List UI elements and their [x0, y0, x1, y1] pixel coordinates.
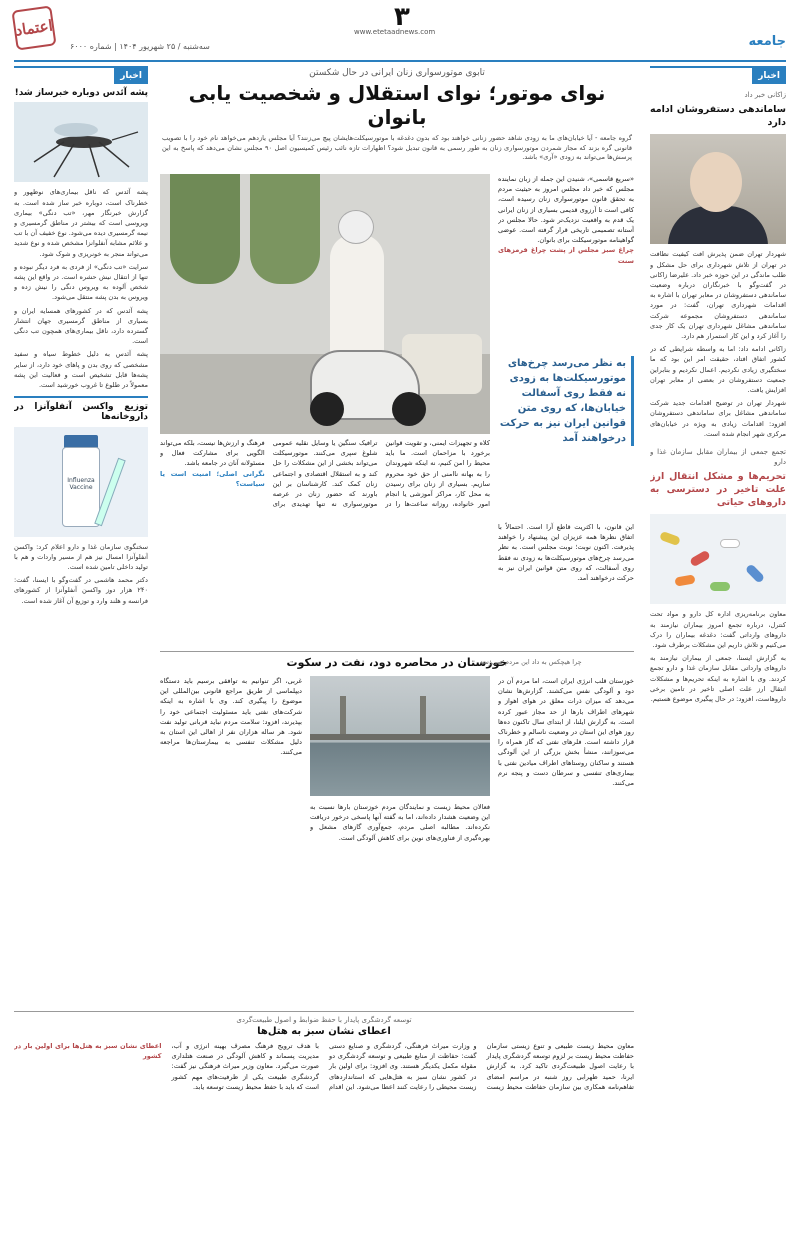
pill-shape: [689, 550, 711, 568]
main-story-end: [498, 522, 634, 642]
bridge-shape: [310, 734, 490, 740]
main-headline[interactable]: نوای موتور؛ نوای استقلال و شخصیت یابی بانوان: [188, 81, 606, 129]
pull-quote: به نظر می‌رسد چرخ‌های موتورسیکلت‌ها به زودی نه فقط روی آسفالت خیابان‌ها، که روی متن قوانین ایران نیز به حرکت درخواهند آمد: [498, 356, 634, 446]
news2-headline[interactable]: تحریم‌ها و مشکل انتقال ارز علت تاخیر در دسترسی به داروهای حیاتی: [650, 471, 786, 509]
news-tag: اخبار: [752, 68, 786, 84]
page-number: ۳: [394, 2, 410, 32]
vaccine-paragraph: سخنگوی سازمان غذا و دارو اعلام کرد: واکسن آنفلوآنزا امسال نیز هم از مسیر واردات و هم با تولید داخلی تامین شده است.: [14, 542, 148, 572]
scooter-photo: [160, 174, 490, 434]
news1-paragraph: زاکانی ادامه داد: اما به واسطه شرایطی که در کشور اتفاق افتاد، حقیقت امر این بود که ما سختگیری زیادی نکردیم. اعمال نکردیم و بنابراین جمعیت دستفروشان در بعضی از معابر تهران افزایش یافت.: [650, 345, 786, 395]
main-story-body: [160, 438, 490, 618]
green-hotels-story: [14, 1011, 634, 1240]
khuzestan-headline[interactable]: خوزستان در محاصره دود، نفت در سکوت: [286, 656, 508, 669]
news-tag: اخبار: [114, 68, 148, 84]
mosquito-photo: [14, 102, 148, 182]
helmet-shape: [338, 210, 374, 244]
main-story-column: [498, 174, 634, 354]
news2-paragraph: معاون برنامه‌ریزی اداره کل دارو و مواد تحت کنترل، درباره تجمع امروز بیماران نیازمند به داروهای وارداتی گفت: دغدغه بیماران را درک می‌کنیم و تلاش داریم این مشکلات برطرف شود.: [650, 610, 786, 650]
portrait-head-shape: [690, 152, 742, 212]
wheel-shape: [392, 392, 426, 426]
pill-shape: [659, 531, 681, 546]
date-line: سه‌شنبه / ۲۵ شهریور ۱۴۰۴ | شماره ۶۰۰۰: [70, 42, 210, 51]
wheel-shape: [310, 392, 344, 426]
green-hotels-body: [14, 1041, 634, 1240]
vaccine-news-divider: [14, 396, 148, 398]
newspaper-logo[interactable]: اعتماد: [11, 5, 56, 50]
pill-shape: [710, 582, 730, 591]
news1-paragraph: شهردار تهران در توضیح اقدامات جدید شرکت ساماندهی مشاغل برای ساماندهی دستفروشان افزود: اقدامات زیادی به ویژه در خیابان‌های مرکزی شهر انجام شده است.: [650, 399, 786, 438]
news2-paragraph: به گزارش ایسنا، جمعی از بیماران نیازمند به داروهای وارداتی مقابل سازمان غذا و دارو تجمع کردند. وی با اشاره به اینکه تحریم‌ها و مشکلات انتقال ارز علت اصلی تاخیر در تامین برخی داروهاست، افزود: در حال پیگیری موضوع هستیم.: [650, 654, 786, 704]
green-hotels-subhead: اعطای نشان سبز به هتل‌ها برای اولین بار در کشور: [14, 1042, 162, 1061]
pills-photo: [650, 514, 786, 604]
section-title: جامعه: [748, 34, 786, 49]
khuzestan-column-left: [160, 676, 302, 1006]
subhead-blue: نگرانی اصلی؛ امنیت است یا سیاست؟: [160, 469, 265, 488]
river-bridge-photo: [310, 676, 490, 796]
khuzestan-story: [160, 651, 634, 1006]
masthead: [14, 0, 786, 62]
mosquito-paragraph: پشه آئدس که ناقل بیماری‌های نوظهور و خطرناک است، دوباره خبر ساز شده است. به گزارش خبرنگار مهر، «تب دنگی» بیماری ویروسی است که بیشتر در مناطق گرمسیری و نیمه گرمسیری دیده می‌شود. نوع خفیف آن با تب و علائم مشابه آنفلوانزا مشخص شده و نوع شدید می‌تواند منجر به خونریزی و شوک شود.: [14, 188, 148, 258]
news1-headline[interactable]: ساماندهی دستفروشان ادامه دارد: [650, 104, 786, 129]
pill-shape: [720, 539, 740, 548]
khuzestan-column-mid: [310, 802, 490, 1006]
main-story-paragraph: این قانون، با اکثریت قاطع آرا است. احتمالاً با اتفاق نظرها همه عزیزان این پیشنهاد را خواهند پذیرفت. اکنون نوبت؛ نوبت مجلس است. به نظر می‌رسد چرخ‌های موتورسیکلت‌ها به زودی نه فقط روی آسفالت، که روی متن قوانین ایران نیز به حرکت درخواهند آمد.: [498, 523, 634, 583]
subhead-red: چراغ سبز مجلس از پشت چراغ قرمزهای سنت: [498, 246, 634, 265]
vaccine-news-headline[interactable]: توزیع واکسن آنفلوآنزا در داروخانه‌ها: [14, 402, 148, 423]
main-story-paragraph: کلاه و تجهیزات ایمنی، و تقویت قوانین برخورد با مزاحمان است. ما باید محیط را امن کنیم، نه اینکه شهروندان را به بهانه ناامنی از حق خود محروم سازیم. بسیاری از زنان برای رسیدن به محل کار، مراکز آموزشی یا انجام امور خانواده، روزانه ساعت‌ها را در ترافیک سنگین یا وسایل نقلیه عمومی شلوغ سپری می‌کنند. موتورسیکلت می‌تواند بخشی از این مشکلات را حل کند و به استقلال اقتصادی و اجتماعی زنان کمک کند. کارشناسان بر این باورند که حضور زنان در عرصه موتورسواری نه تنها تهدیدی برای فرهنگ و ارزش‌ها نیست، بلکه می‌تواند الگویی برای مشارکت فعال و مسئولانه آنان در جامعه باشد.: [160, 439, 490, 509]
tree-shape: [170, 174, 240, 284]
news2-kicker: تجمع جمعی از بیماران مقابل سازمان غذا و دارو: [650, 448, 786, 467]
mayor-portrait-photo: [650, 134, 786, 244]
green-hotels-headline[interactable]: اعطای نشان سبز به هتل‌ها: [257, 1026, 391, 1037]
news1-paragraph: شهردار تهران ضمن پذیرش افت کیفیت نظافت در تهران از تلاش شهرداری برای حل مشکل و طلب ماندگی در این حوزه خبر داد. علیرضا زاکانی در گفت‌وگو با خبرنگاران درباره وضعیت ساماندهی دستفروشان در معابر تهران با اشاره به اقدامات شهرداری تهران، گفت: در مورد ساماندهی دستفروشان مجموعه شرکت ساماندهی مشاغل شهرداری تهران یک کار جدی را آغاز کرد و این کار استمرار هم دارد.: [650, 250, 786, 341]
green-hotels-paragraph: معاون محیط زیست طبیعی و تنوع زیستی سازمان حفاظت محیط زیست بر لزوم توسعه گردشگری پایدار با رعایت اصول طبیعت‌گردی تاکید کرد. به گزارش ایرنا، حمید ظهرابی روز شنبه در مراسم امضای تفاهم‌نامه همکاری بین سازمان حفاظت محیط زیست و وزارت میراث فرهنگی، گردشگری و صنایع دستی گفت: حفاظت از منابع طبیعی و توسعه گردشگری دو مقوله مکمل یکدیگر هستند. وی افزود: برای اولین بار در کشور نشان سبز به هتل‌هایی که استانداردهای زیست محیطی را رعایت کنند اعطا می‌شود. این اقدام با هدف ترویج فرهنگ مصرف بهینه انرژی و آب، مدیریت پسماند و کاهش آلودگی در صنعت هتلداری صورت می‌گیرد. معاون وزیر میراث فرهنگی نیز گفت: گردشگری طبیعت یکی از ظرفیت‌های مهم کشور است که باید با حفظ محیط زیست توسعه یابد.: [171, 1042, 634, 1091]
website-url[interactable]: www.etetaadnews.com: [354, 28, 436, 36]
green-hotels-kicker: توسعه گردشگری پایدار با حفظ ضوابط و اصول طبیعت‌گردی: [236, 1016, 412, 1024]
mosquito-paragraph: پشه آئدس به دلیل خطوط سیاه و سفید مشخصی که روی بدن و پاهای خود دارد، از سایر پشه‌ها قابل تشخیص است و فعالیت این پشه معمولاً در طلوع تا غروب خورشید است.: [14, 350, 148, 390]
main-lead: گروه جامعه - آیا خیابان‌های ما به زودی شاهد حضور زنانی خواهند بود که بدون دغدغه با موتورسیکلت‌هایشان پیچ می‌زنند؟ آیا مجلس یازدهم می‌خواهد نام خود را با تصویب قانونی گره بزند که مجاز شمردن موتورسواری زنان به طور رسمی به قانون تبدیل شود؟ اظهارات تازه نائب رئیس کمیسیون اصل ۹۰ مجلس نشان می‌دهد که پاسخ به این پرسش‌ها می‌تواند به زودی «آری» باشد.: [162, 134, 632, 161]
vaccine-paragraph: دکتر محمد هاشمی در گفت‌وگو با ایسنا، گفت: ۲۴۰ هزار دوز واکسن آنفلوآنزا از کشورهای فرانسه و هلند وارد و توزیع آن آغاز شده است.: [14, 576, 148, 605]
main-kicker: تابوی موتورسواری زنان ایرانی در حال شکستن: [309, 68, 485, 78]
vaccine-photo: [14, 427, 148, 537]
mosquito-paragraph: پشه آئدس که در کشورهای همسایه ایران و بسیاری از مناطق گرمسیری جهان انتشار گسترده دارد، ناقل بیماری‌های همچون تب دنگی است.: [14, 306, 148, 346]
pill-shape: [745, 564, 766, 585]
left-column-tag-bar: [14, 66, 148, 84]
pill-shape: [674, 575, 695, 587]
khuzestan-paragraph: خوزستان قلب انرژی ایران است، اما مردم آن در دود و آلودگی نفس می‌کشند. گزارش‌ها نشان می‌دهد که میزان ذرات معلق در هوای اهواز و شهرهای اطراف بارها از حد مجاز عبور کرده است. به گزارش ایلنا، از ابتدای سال تاکنون ده‌ها روز هوای این استان در وضعیت ناسالم و خطرناک قرار داشته است. فلرهای نفتی که گاز همراه را می‌سوزانند، منشأ بخش بزرگی از این آلودگی هستند و ساکنان روستاهای اطراف میادین نفتی با بیماری‌های تنفسی و سرطان دست و پنجه نرم می‌کنند.: [498, 677, 634, 788]
vial-label: Influenza Vaccine: [67, 476, 95, 491]
right-column-tag-bar: [650, 66, 786, 84]
main-story-paragraph: «سریع قاسمی»، شنیدن این جمله از زبان نماینده مجلس که خبر داد مجلس امروز به حیثیت مردم به تحقق قانون موتورسواری زنان رسیده است، کافی است تا آرزوی قدیمی بسیاری از زنان ایرانی یک قدم به واقعیت نزدیک‌تر شود. حالا مجلس در آستانه تصمیمی تاریخی قرار گرفته است. عوضی گواهینامه موتورسیکلت برای بانوان.: [498, 175, 634, 245]
khuzestan-paragraph: فعالان محیط زیست و نمایندگان مردم خوزستان بارها نسبت به این وضعیت هشدار داده‌اند، اما به گفته آنها پاسخی درخور دریافت نکرده‌اند. مطالبه اصلی مردم، جمع‌آوری گازهای مشعل و بهره‌گیری از فناوری‌های نوین برای کاهش آلودگی است.: [310, 803, 490, 842]
khuzestan-column-right: [498, 676, 634, 1006]
news1-kicker: زاکانی خبر داد: [744, 91, 786, 100]
khuzestan-kicker: چرا هیچکس به داد این مردم نمی‌رسد: [480, 658, 582, 666]
right-news-column: [650, 66, 786, 1226]
rider-shape: [330, 234, 384, 364]
mosquito-news-headline[interactable]: پشه آئدس دوباره خبرساز شد!: [14, 88, 148, 99]
tree-shape: [250, 174, 320, 284]
mosquito-icon: [14, 102, 148, 182]
khuzestan-paragraph: غربی، اگر تنوانیم به توافقی برسیم باید دستگاه دیپلماسی از طریق مراجع قانونی بین‌المللی این موضوع را پیگیری کند. وی با اشاره به اینکه شرکت‌های نفتی باید مسئولیت اجتماعی خود را بپذیرند، افزود: سلامت مردم نباید قربانی تولید نفت شود. هر ساله هزاران نفر از اهالی این استان به دلیل مشکلات تنفسی به بیمارستان‌ها مراجعه می‌کنند.: [160, 677, 302, 757]
mosquito-paragraph: سرایت «تب دنگی» از فردی به فرد دیگر نبوده و تنها از انتقال نیش حشره است. در واقع این پشه شخص آلوده به ویروس دنگی را نیش زده و ویروس به بدن پشه منتقل می‌شود.: [14, 262, 148, 302]
portrait-suit-shape: [668, 206, 768, 244]
